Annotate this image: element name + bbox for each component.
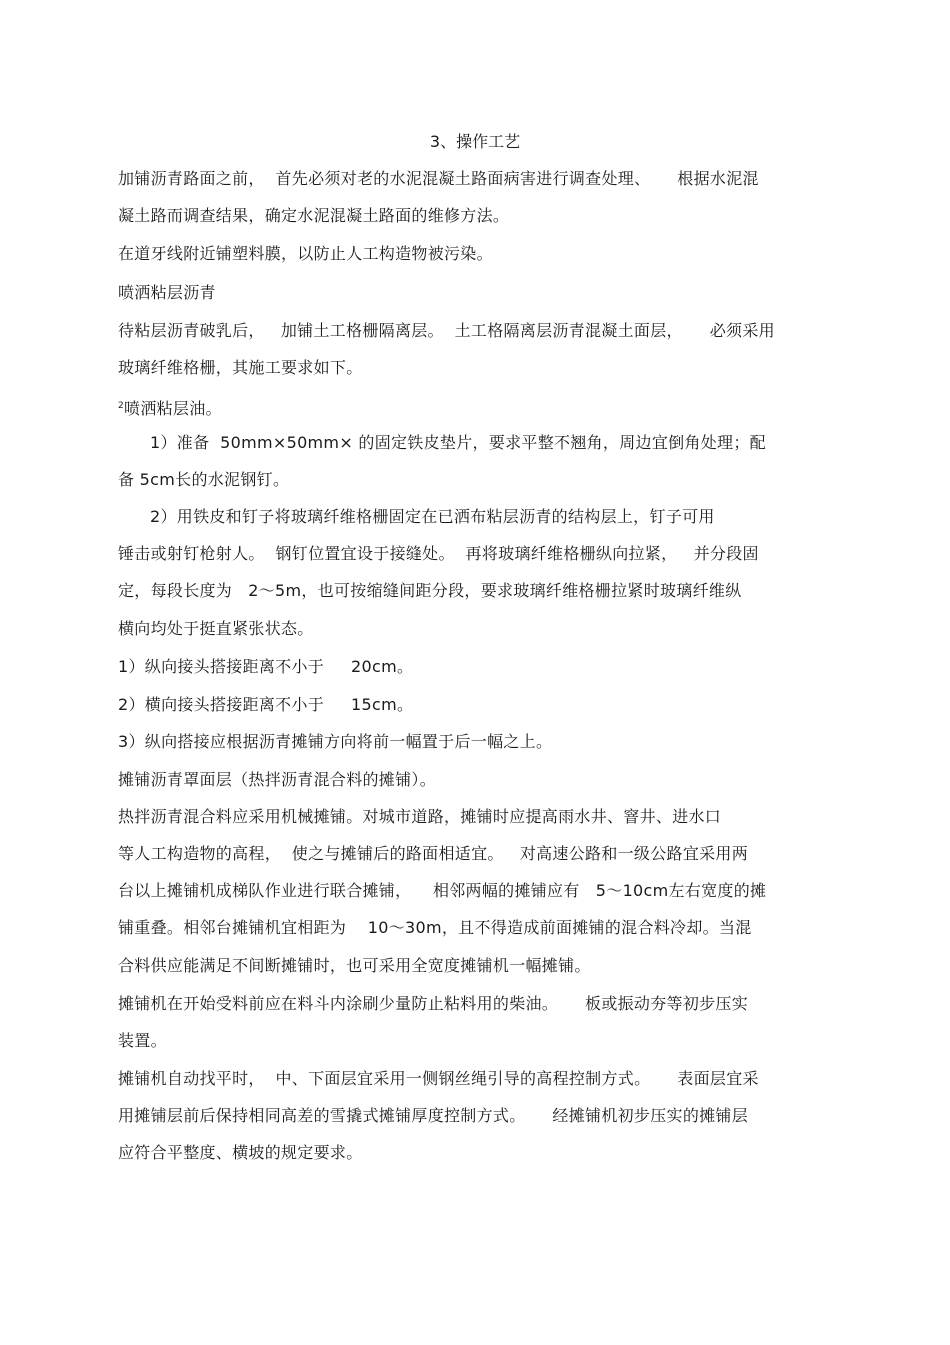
paragraph-line: 台以上摊铺机成梯队作业进行联合摊铺， 相邻两幅的摊铺应有 5～10cm左右宽度的摊 [118, 881, 767, 900]
paragraph-line: 在道牙线附近铺塑料膜，以防止人工构造物被污染。 [118, 244, 493, 263]
paragraph-line: 待粘层沥青破乳后， 加铺土工格栅隔离层。 土工格隔离层沥青混凝土面层， 必须采用 [118, 321, 775, 340]
paragraph-line [118, 395, 222, 420]
section-title: 3、操作工艺 [429, 132, 521, 151]
paragraph-line: 摊铺机自动找平时， 中、下面层宜采用一侧钢丝绳引导的高程控制方式。 表面层宜采 [118, 1069, 759, 1088]
paragraph-line: 加铺沥青路面之前， 首先必须对老的水泥混凝土路面病害进行调查处理、 根据水泥混 [118, 169, 759, 188]
paragraph-line: 备 5cm长的水泥钢钉。 [118, 470, 290, 489]
paragraph-line: 玻璃纤维格栅，其施工要求如下。 [118, 358, 363, 377]
paragraph-line: 铺重叠。相邻台摊铺机宜相距为 10～30m，且不得造成前面摊铺的混合料冷却。当混 [118, 918, 752, 937]
paragraph-line: 凝土路而调查结果，确定水泥混凝土路面的维修方法。 [118, 206, 510, 225]
paragraph-line: 1）准备 50mm×50mm× 的固定铁皮垫片，要求平整不翘角，周边宜倒角处理；配 [150, 433, 766, 452]
paragraph-line: 装置。 [118, 1031, 167, 1050]
paragraph-text: 喷洒粘层油。 [124, 399, 222, 418]
paragraph-line: 横向均处于挺直紧张状态。 [118, 619, 314, 638]
paragraph-line: 等人工构造物的高程， 使之与摊铺后的路面相适宜。 对高速公路和一级公路宜采用两 [118, 844, 749, 863]
paragraph-line: 摊铺沥青罩面层（热拌沥青混合料的摊铺）。 [118, 770, 437, 789]
paragraph-line: 2）横向接头搭接距离不小于 15cm。 [118, 695, 414, 714]
paragraph-line: 1）纵向接头搭接距离不小于 20cm。 [118, 657, 414, 676]
paragraph-line: 热拌沥青混合料应采用机械摊铺。对城市道路，摊铺时应提高雨水井、窨井、进水口 [118, 807, 722, 826]
paragraph-line: 摊铺机在开始受料前应在料斗内涂刷少量防止粘料用的柴油。 板或振动夯等初步压实 [118, 994, 749, 1013]
paragraph-line: 喷洒粘层沥青 [118, 283, 216, 302]
paragraph-line: 合料供应能满足不间断摊铺时，也可采用全宽度摊铺机一幅摊铺。 [118, 956, 591, 975]
paragraph-line: 3）纵向搭接应根据沥青摊铺方向将前一幅置于后一幅之上。 [118, 732, 553, 751]
paragraph-line: 应符合平整度、横坡的规定要求。 [118, 1143, 363, 1162]
paragraph-line: 锤击或射钉枪射人。 钢钉位置宜设于接缝处。 再将玻璃纤维格栅纵向拉紧， 并分段固 [118, 544, 759, 563]
paragraph-line: 用摊铺层前后保持相同高差的雪撬式摊铺厚度控制方式。 经摊铺机初步压实的摊铺层 [118, 1106, 749, 1125]
paragraph-line: 2）用铁皮和钉子将玻璃纤维格栅固定在已洒布粘层沥青的结构层上，钉子可用 [150, 507, 715, 526]
paragraph-line: 定，每段长度为 2～5m，也可按缩缝间距分段，要求玻璃纤维格栅拉紧时玻璃纤维纵 [118, 581, 742, 600]
footnote-marker: 2 [118, 401, 125, 411]
